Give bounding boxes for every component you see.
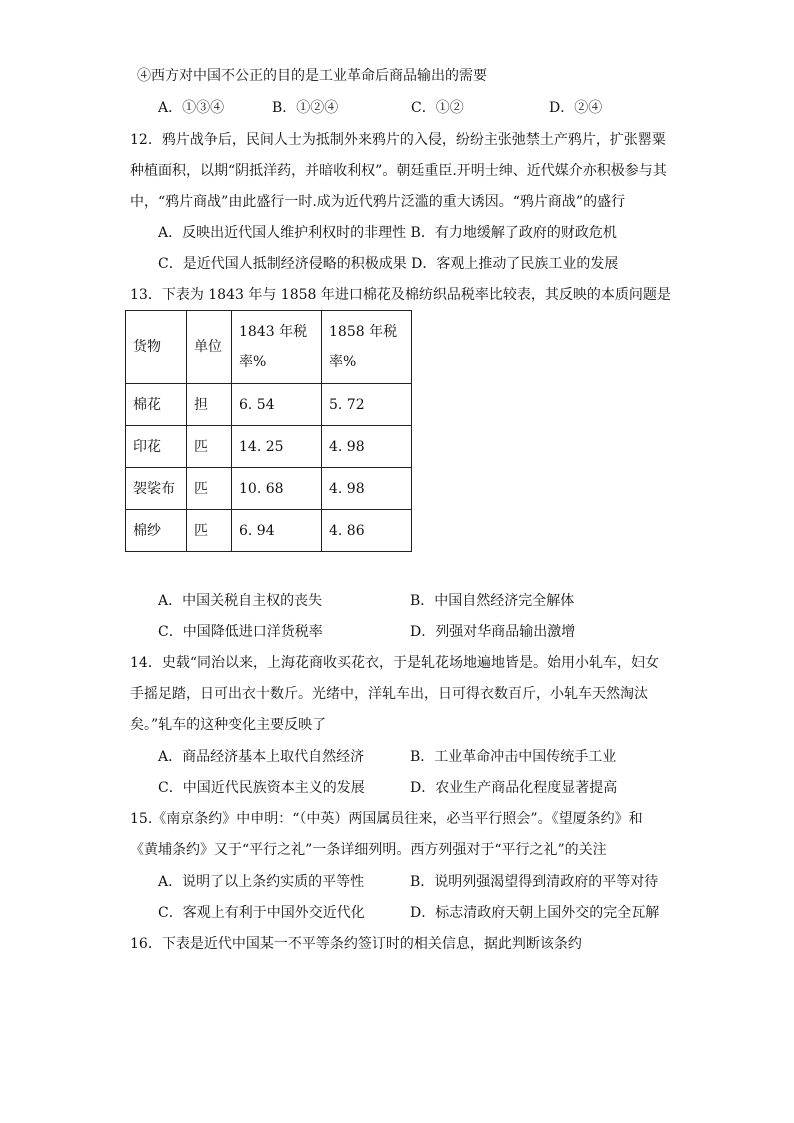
q14-stem-line-3: 矣。”轧车的这种变化主要反映了 (130, 717, 327, 733)
q14-option-b: B．工业革命冲击中国传统手工业 (410, 749, 617, 765)
q12-stem-line-2: 种植面积，以期“阴抵洋药，并暗收利权”。朝廷重臣.开明士绅、近代媒介亦积极参与其 (130, 163, 667, 179)
table-cell: 14. 25 (232, 426, 322, 468)
q12-options-ab: A．反映出近代国人维护利权时的非理性 B．有力地缓解了政府的财政危机 (158, 225, 617, 241)
table-cell: 6. 54 (232, 384, 322, 426)
table-cell: 4. 98 (322, 426, 412, 468)
q13-option-b: B．中国自然经济完全解体 (410, 593, 575, 609)
table-cell: 匹 (187, 426, 232, 468)
q15-option-b: B．说明列强渴望得到清政府的平等对待 (410, 874, 659, 890)
table-header-row (126, 311, 412, 384)
table-cell: 印花 (126, 426, 187, 468)
q13-option-c: C．中国降低进口洋货税率 (158, 624, 323, 640)
q11-option-d: D．②④ (549, 100, 603, 116)
q15-stem-line-2: 《黄埔条约》又于“平行之礼”一条详细列明。西方列强对于“平行之礼”的关注 (130, 842, 607, 858)
q11-option-a: A．①③④ (158, 100, 225, 116)
table-cell: 匹 (187, 468, 232, 510)
q11-option-b: B．①②④ (272, 100, 339, 116)
table-cell: 匹 (187, 510, 232, 552)
table-cell: 6. 94 (232, 510, 322, 552)
table-cell: 10. 68 (232, 468, 322, 510)
q15-option-c: C．客观上有利于中国外交近代化 (158, 905, 365, 921)
q14-stem-line-1: 14．史载“同治以来，上海花商收买花衣，于是轧花场地遍地皆是。始用小轧车，妇女 (130, 655, 659, 671)
header-1858-rate: 1858 年税率% (329, 324, 398, 370)
table-row (126, 384, 412, 426)
q12-options-cd: C．是近代国人抵制经济侵略的积极成果 D．客观上推动了民族工业的发展 (158, 256, 619, 272)
table-cell: 5. 72 (322, 384, 412, 426)
q11-option-c: C．①② (411, 100, 464, 116)
table-row (126, 468, 412, 510)
header-1843-rate: 1843 年税率% (239, 324, 308, 370)
table-cell: 袈裟布 (126, 468, 187, 510)
table-header-cell: 单位 (187, 311, 232, 384)
table-cell: 棉花 (126, 384, 187, 426)
q12-stem-line-1: 12．鸦片战争后，民间人士为抵制外来鸦片的入侵，纷纷主张弛禁土产鸦片，扩张罂粟 (130, 132, 666, 148)
table-header-cell (322, 311, 412, 384)
q15-option-a: A．说明了以上条约实质的平等性 (158, 874, 365, 890)
q14-stem-line-2: 手摇足踏，日可出衣十数斤。光绪中，洋轧车出，日可得衣数百斤，小轧车天然淘汰 (130, 686, 648, 702)
q11-statement-4: ④西方对中国不公正的目的是工业革命后商品输出的需要 (137, 68, 487, 84)
q15-option-d: D．标志清政府天朝上国外交的完全瓦解 (410, 905, 660, 921)
table-cell: 担 (187, 384, 232, 426)
table-cell: 4. 86 (322, 510, 412, 552)
table-cell: 4. 98 (322, 468, 412, 510)
q14-option-c: C．中国近代民族资本主义的发展 (158, 780, 365, 796)
table-header-cell: 货物 (126, 311, 187, 384)
table-cell: 棉纱 (126, 510, 187, 552)
q14-option-a: A．商品经济基本上取代自然经济 (158, 749, 365, 765)
table-row (126, 510, 412, 552)
q16-stem: 16．下表是近代中国某一不平等条约签订时的相关信息，据此判断该条约 (130, 936, 582, 952)
q13-stem: 13．下表为 1843 年与 1858 年进口棉花及棉纺织品税率比较表，其反映的本质问题是 (130, 287, 671, 303)
q13-option-d: D．列强对华商品输出激增 (410, 624, 576, 640)
table-row (126, 426, 412, 468)
q15-stem-line-1: 15.《南京条约》中申明：“（中英）两国属员往来，必当平行照会”。《望厦条约》和 (130, 811, 643, 827)
table-header-cell (232, 311, 322, 384)
tariff-rate-table (125, 310, 412, 552)
q13-option-a: A．中国关税自主权的丧失 (158, 593, 323, 609)
q12-stem-line-3: 中，“鸦片商战”由此盛行一时.成为近代鸦片泛滥的重大诱因。“鸦片商战”的盛行 (130, 194, 626, 210)
q14-option-d: D．农业生产商品化程度显著提高 (410, 780, 618, 796)
